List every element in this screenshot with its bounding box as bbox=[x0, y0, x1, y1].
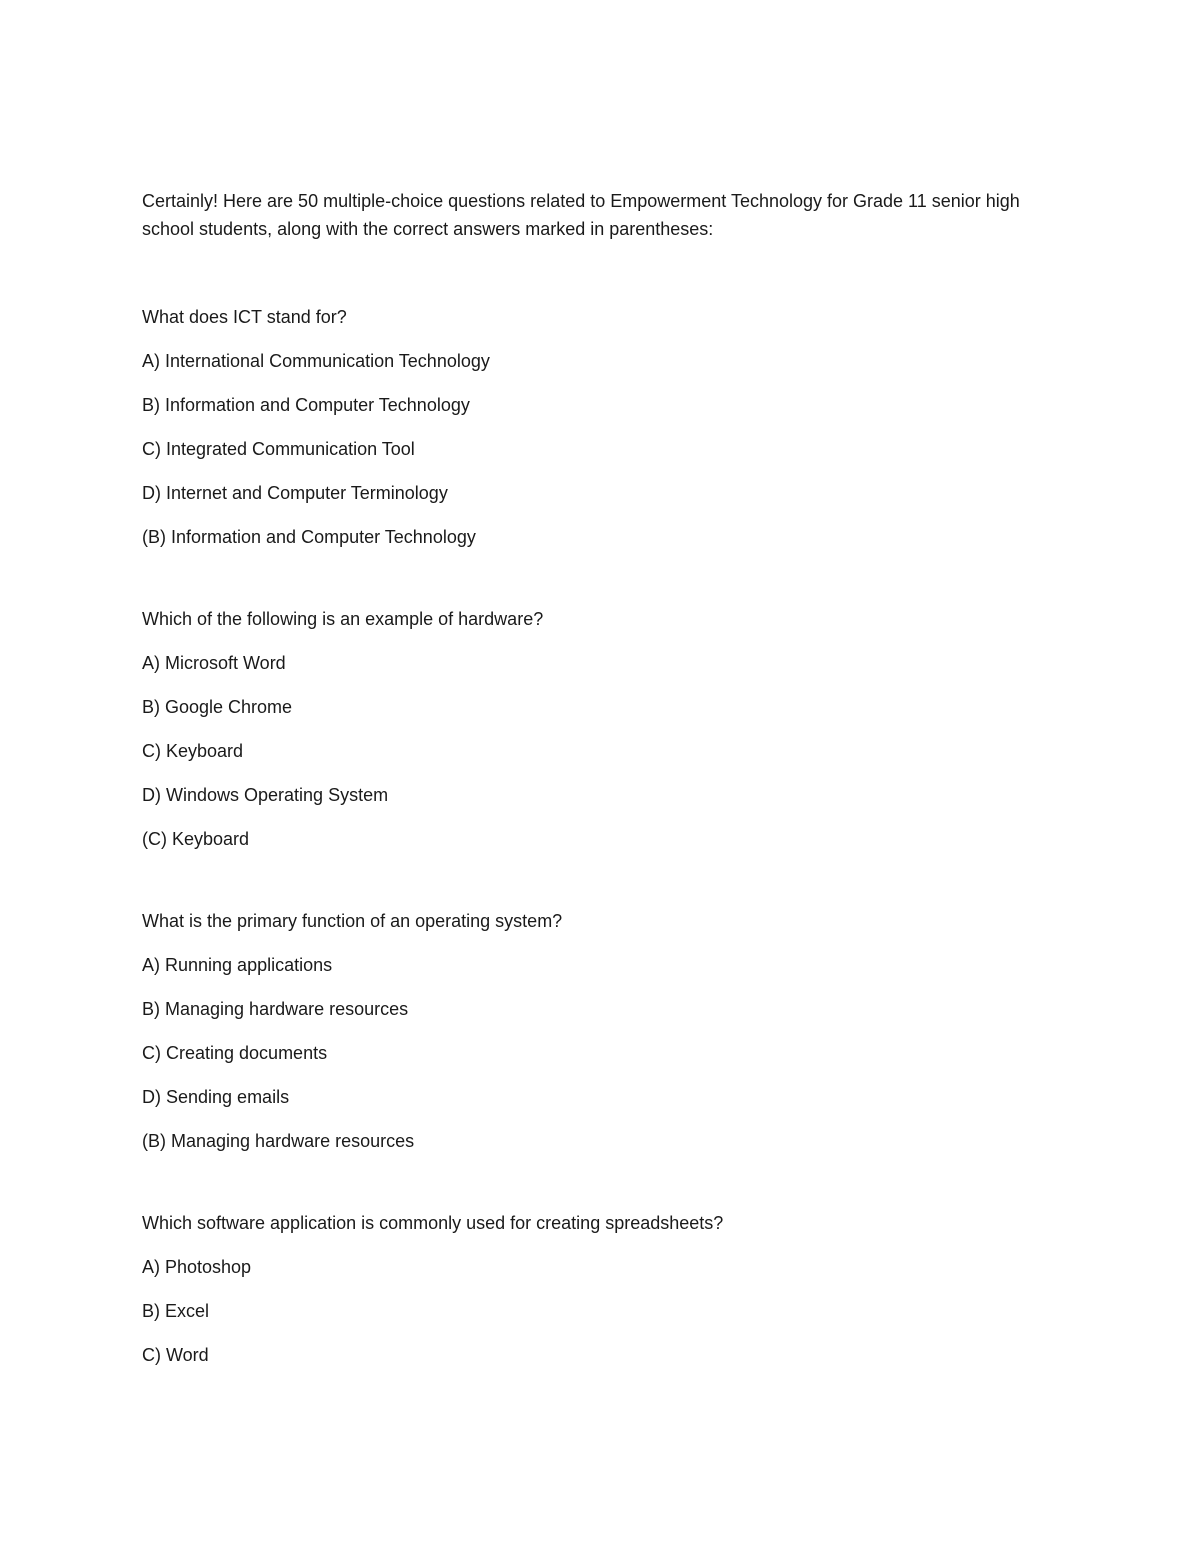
option-b: B) Excel bbox=[142, 1301, 210, 1321]
intro-paragraph: Certainly! Here are 50 multiple-choice questions related to Empowerment Technology for Grade 11 senior high school students, along with the correct answers marked in parentheses: bbox=[142, 191, 1020, 239]
option-b: B) Information and Computer Technology bbox=[142, 395, 470, 415]
option-c: C) Keyboard bbox=[142, 741, 244, 761]
option-d: D) Windows Operating System bbox=[142, 785, 389, 805]
option-a: A) Microsoft Word bbox=[142, 653, 286, 673]
option-c: C) Creating documents bbox=[142, 1043, 328, 1063]
option-c: C) Word bbox=[142, 1345, 209, 1365]
question-text: Which of the following is an example of hardware? bbox=[142, 609, 544, 629]
question-block-2 bbox=[142, 608, 1042, 850]
option-d: D) Sending emails bbox=[142, 1087, 290, 1107]
option-c: C) Integrated Communication Tool bbox=[142, 439, 415, 459]
question-block-3 bbox=[142, 910, 1042, 1152]
question-text: Which software application is commonly used for creating spreadsheets? bbox=[142, 1213, 724, 1233]
question-text: What is the primary function of an operating system? bbox=[142, 911, 563, 931]
option-a: A) Running applications bbox=[142, 955, 333, 975]
correct-answer: (C) Keyboard bbox=[142, 829, 250, 849]
option-b: B) Google Chrome bbox=[142, 697, 293, 717]
question-block-4 bbox=[142, 1212, 1042, 1366]
option-a: A) International Communication Technology bbox=[142, 351, 490, 371]
document-content bbox=[142, 187, 1042, 1366]
correct-answer: (B) Managing hardware resources bbox=[142, 1131, 415, 1151]
option-a: A) Photoshop bbox=[142, 1257, 252, 1277]
question-block-1 bbox=[142, 306, 1042, 548]
option-b: B) Managing hardware resources bbox=[142, 999, 409, 1019]
question-text: What does ICT stand for? bbox=[142, 307, 347, 327]
option-d: D) Internet and Computer Terminology bbox=[142, 483, 448, 503]
correct-answer: (B) Information and Computer Technology bbox=[142, 527, 476, 547]
